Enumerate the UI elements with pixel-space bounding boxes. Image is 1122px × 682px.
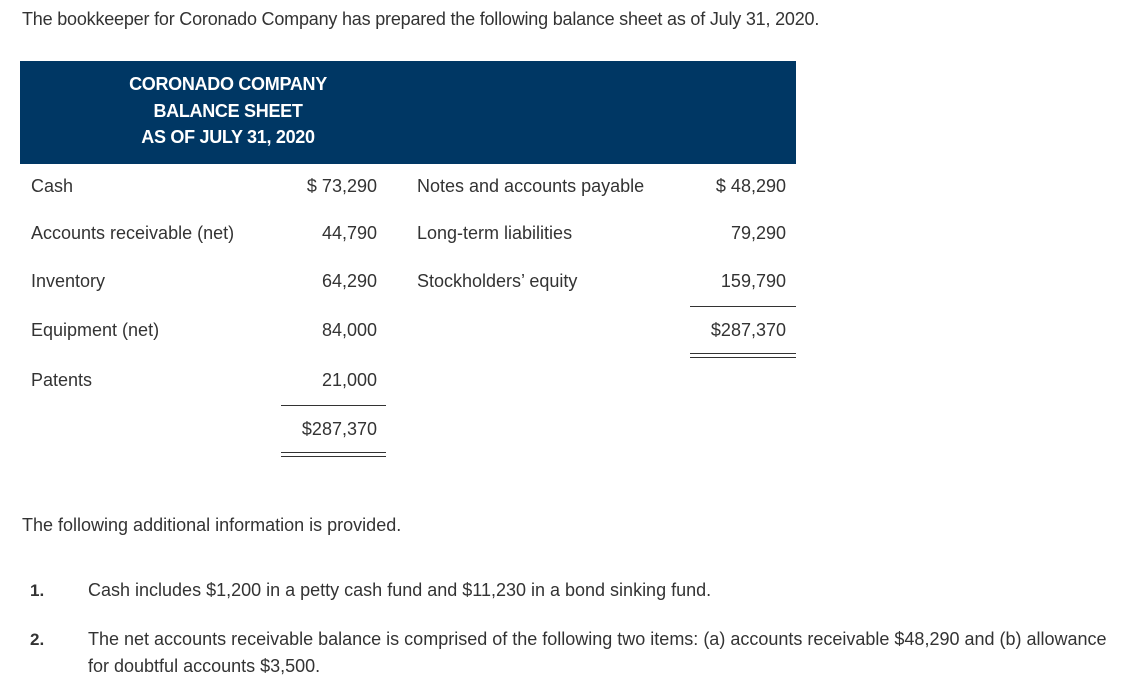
company-name: CORONADO COMPANY xyxy=(129,74,327,94)
liability-amount-notes-payable: $ 48,290 xyxy=(715,176,786,196)
assets-total-double-rule xyxy=(281,452,386,457)
asset-amount-patents: 21,000 xyxy=(321,370,377,390)
liabilities-subtotal-rule xyxy=(690,306,796,307)
asset-amount-accounts-receivable: 44,790 xyxy=(321,223,377,243)
assets-total: $287,370 xyxy=(301,419,377,439)
statement-date: AS OF JULY 31, 2020 xyxy=(141,127,315,147)
item-text: The net accounts receivable balance is comprised of the following two items: (a) accounts receivable $48,290 and (b) allowance for doubtful accounts $3,500. xyxy=(88,629,1107,676)
asset-amount-equipment: 84,000 xyxy=(321,320,377,340)
asset-label-patents: Patents xyxy=(31,370,93,390)
asset-label-cash: Cash xyxy=(31,176,74,196)
liability-amount-long-term: 79,290 xyxy=(730,223,786,243)
statement-title: BALANCE SHEET xyxy=(153,101,303,121)
liability-amount-equity: 159,790 xyxy=(720,271,786,291)
asset-amount-cash: $ 73,290 xyxy=(306,176,377,196)
assets-subtotal-rule xyxy=(281,405,386,406)
liability-label-notes-payable: Notes and accounts payable xyxy=(417,176,645,196)
additional-info-intro: The following additional information is provided. xyxy=(22,515,402,535)
balance-sheet-header xyxy=(20,61,796,164)
item-number: 2. xyxy=(30,630,45,649)
asset-label-accounts-receivable: Accounts receivable (net) xyxy=(31,223,235,243)
item-text: Cash includes $1,200 in a petty cash fund and $11,230 in a bond sinking fund. xyxy=(88,580,712,600)
asset-amount-inventory: 64,290 xyxy=(321,271,377,291)
liabilities-total: $287,370 xyxy=(710,320,786,340)
item-number: 1. xyxy=(30,581,45,600)
asset-label-equipment: Equipment (net) xyxy=(31,320,160,340)
liability-label-equity: Stockholders’ equity xyxy=(417,271,578,291)
asset-label-inventory: Inventory xyxy=(31,271,106,291)
liability-label-long-term: Long-term liabilities xyxy=(417,223,573,243)
liabilities-total-double-rule xyxy=(690,353,796,358)
intro-text: The bookkeeper for Coronado Company has prepared the following balance sheet as of July 31, 2020. xyxy=(22,9,820,29)
